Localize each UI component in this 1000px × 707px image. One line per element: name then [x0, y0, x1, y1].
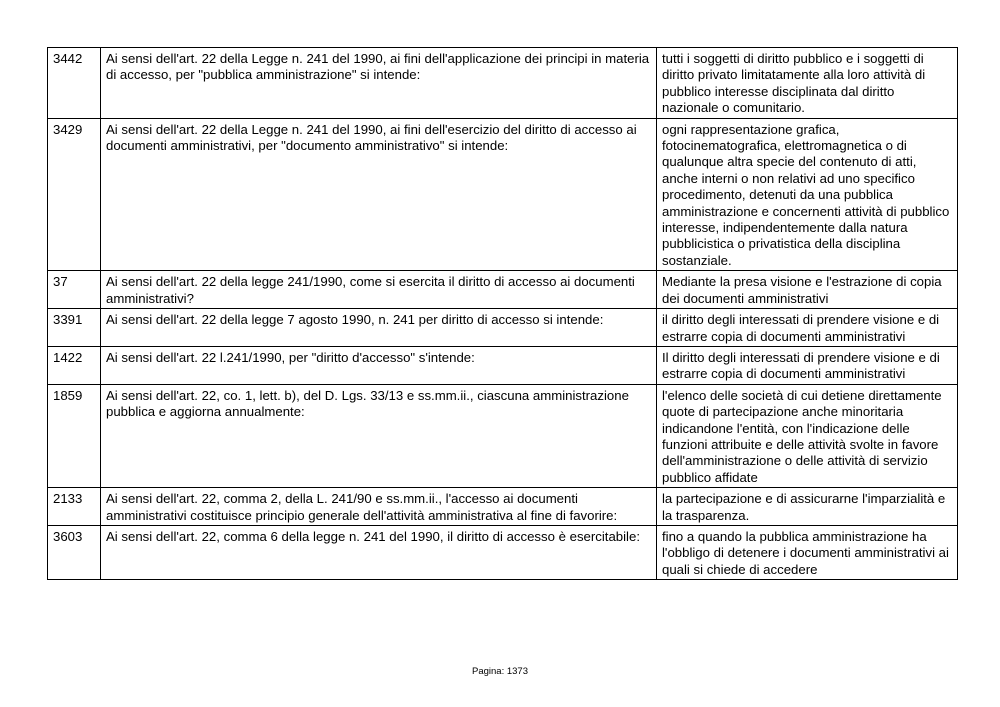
- question-id: 1859: [48, 384, 101, 487]
- page-number: Pagina: 1373: [472, 666, 528, 677]
- answer-text: Il diritto degli interessati di prendere visione e di estrarre copia di documenti amministrativi: [657, 346, 958, 384]
- question-text: Ai sensi dell'art. 22 della Legge n. 241 del 1990, ai fini dell'applicazione dei principi in materia di accesso, per "pubblica amministrazione" si intende:: [101, 48, 657, 119]
- question-text: Ai sensi dell'art. 22 della legge 7 agosto 1990, n. 241 per diritto di accesso si intende:: [101, 309, 657, 347]
- answer-text: la partecipazione e di assicurarne l'imparzialità e la trasparenza.: [657, 488, 958, 526]
- question-text: Ai sensi dell'art. 22, comma 6 della legge n. 241 del 1990, il diritto di accesso è esercitabile:: [101, 525, 657, 579]
- answer-text: tutti i soggetti di diritto pubblico e i soggetti di diritto privato limitatamente alla loro attività di pubblico interesse disciplinata dal diritto nazionale o comunitario.: [657, 48, 958, 119]
- table-row: [48, 525, 958, 579]
- table-row: [48, 346, 958, 384]
- question-id: 1422: [48, 346, 101, 384]
- question-id: 37: [48, 271, 101, 309]
- answer-text: il diritto degli interessati di prendere visione e di estrarre copia di documenti amministrativi: [657, 309, 958, 347]
- question-id: 2133: [48, 488, 101, 526]
- table-row: [48, 118, 958, 271]
- question-text: Ai sensi dell'art. 22 della Legge n. 241 del 1990, ai fini dell'esercizio del diritto di accesso ai documenti amministrativi, per "documento amministrativo" si intende:: [101, 118, 657, 271]
- question-text: Ai sensi dell'art. 22 della legge 241/1990, come si esercita il diritto di accesso ai documenti amministrativi?: [101, 271, 657, 309]
- question-id: 3603: [48, 525, 101, 579]
- answer-text: Mediante la presa visione e l'estrazione di copia dei documenti amministrativi: [657, 271, 958, 309]
- questions-table: [47, 47, 958, 580]
- table-row: [48, 271, 958, 309]
- answer-text: fino a quando la pubblica amministrazione ha l'obbligo di detenere i documenti amministrativi ai quali si chiede di accedere: [657, 525, 958, 579]
- question-id: 3391: [48, 309, 101, 347]
- answer-text: l'elenco delle società di cui detiene direttamente quote di partecipazione anche minoritaria indicandone l'entità, con l'indicazione delle funzioni attribuite e delle attività svolte in favore dell'amministrazione o delle attività di servizio pubblico affidate: [657, 384, 958, 487]
- table-row: [48, 384, 958, 487]
- table-row: [48, 488, 958, 526]
- question-text: Ai sensi dell'art. 22 l.241/1990, per "diritto d'accesso" s'intende:: [101, 346, 657, 384]
- table-row: [48, 309, 958, 347]
- question-id: 3442: [48, 48, 101, 119]
- answer-text: ogni rappresentazione grafica, fotocinematografica, elettromagnetica o di qualunque altra specie del contenuto di atti, anche interni o non relativi ad uno specifico procedimento, detenuti da una pubblica amministrazione e concernenti attività di pubblico interesse, indipendentemente dalla natura pubblicistica o privatistica della disciplina sostanziale.: [657, 118, 958, 271]
- question-text: Ai sensi dell'art. 22, comma 2, della L. 241/90 e ss.mm.ii., l'accesso ai documenti amministrativi costituisce principio generale dell'attività amministrativa al fine di favorire:: [101, 488, 657, 526]
- table-row: [48, 48, 958, 119]
- question-text: Ai sensi dell'art. 22, co. 1, lett. b), del D. Lgs. 33/13 e ss.mm.ii., ciascuna amministrazione pubblica e aggiorna annualmente:: [101, 384, 657, 487]
- question-id: 3429: [48, 118, 101, 271]
